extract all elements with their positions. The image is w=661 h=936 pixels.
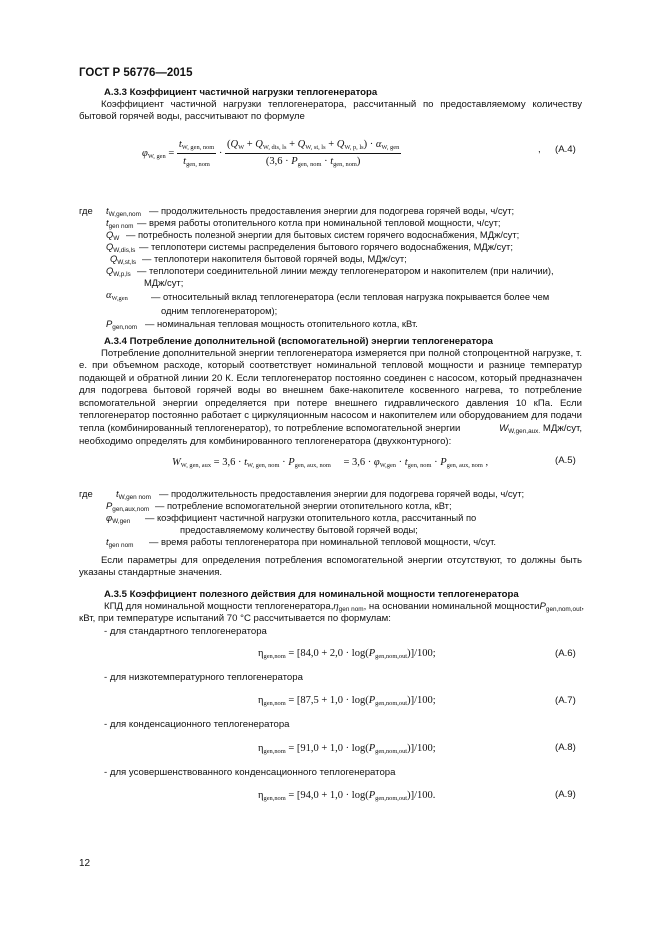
section-a34-note: Если параметры для определения потребления вспомогательной энергии отсутствуют, то должны быть указаны стандартные значения. bbox=[79, 555, 582, 579]
page-number: 12 bbox=[79, 858, 91, 869]
def-line: — потребность полезной энергии для бытовых систем горячего водоснабжения, МДж/сут; bbox=[126, 229, 520, 240]
def-line: — номинальная тепловая мощность отопительного котла, кВт. bbox=[145, 318, 418, 329]
formula-a9: $\eta_{gen,nom} = [94,0 + 1,0 \cdot \log(P_{gen,nom,out})]/100$. bbox=[258, 790, 436, 802]
def-line: предоставляемому количеству бытовой горячей воды; bbox=[180, 524, 418, 535]
def-line: — время работы теплогенератора при номинальной тепловой мощности, ч/сут. bbox=[149, 536, 496, 547]
document-header: ГОСТ Р 56776—2015 bbox=[79, 67, 193, 79]
formula-a5: $W_{W, gen, aux} = 3,6 \cdot t_{W, gen, nom} \cdot P_{gen, aux, nom} = 3,6 \cdot \varphi_{W,gen} \cdot t_{gen, nom} \cdot P_{gen, aux, nom}$ , bbox=[172, 457, 489, 469]
formula-a8-label: - для конденсационного теплогенератора bbox=[104, 719, 290, 730]
def-line: — потребление вспомогательной энергии отопительного котла, кВт; bbox=[155, 500, 452, 511]
where-label: где bbox=[79, 205, 93, 216]
equation-number-a9: (А.9) bbox=[555, 789, 576, 800]
equation-number-a6: (А.6) bbox=[555, 648, 576, 659]
def-line: — коэффициент частичной нагрузки отопительного котла, рассчитанный по bbox=[145, 512, 477, 523]
formula-a6-label: - для стандартного теплогенератора bbox=[104, 626, 267, 637]
def-line: — теплопотери соединительной линии между теплогенератором и накопителем (при наличии), bbox=[137, 265, 554, 276]
formula-a6: $\eta_{gen,nom} = [84,0 + 2,0 \cdot \log(P_{gen,nom,out})]/100$; bbox=[258, 648, 436, 660]
section-heading-a33: А.3.3 Коэффициент частичной нагрузки теплогенератора bbox=[104, 87, 378, 98]
def-line: — теплопотери накопителя бытовой горячей воды, МДж/сут; bbox=[142, 253, 407, 264]
def-line: — продолжительность предоставления энергии для подогрева горячей воды, ч/сут; bbox=[149, 205, 515, 216]
equation-number-a4: (А.4) bbox=[555, 144, 576, 155]
formula-a7: $\eta_{gen,nom} = [87,5 + 1,0 \cdot \log(P_{gen,nom,out})]/100$; bbox=[258, 695, 436, 707]
formula-a8: $\eta_{gen,nom} = [91,0 + 1,0 \cdot \log(P_{gen,nom,out})]/100$; bbox=[258, 743, 436, 755]
equation-number-a5: (А.5) bbox=[555, 455, 576, 466]
formula-a7-label: - для низкотемпературного теплогенератора bbox=[104, 672, 303, 683]
section-heading-a35: А.3.5 Коэффициент полезного действия для номинальной мощности теплогенератора bbox=[104, 589, 519, 600]
def-line: — относительный вклад теплогенератора (если тепловая нагрузка покрывается более чем bbox=[151, 291, 550, 302]
formula-a4: $\varphi_{W, gen}$ = $\frac{t_{W, gen, nom}}{t_{gen, nom}}$ · $\frac{(Q_W + Q_{W, dis, ls} + Q_{W, st, ls} + Q_{W, p, ls}) \cdot \alpha_{W, gen}}{(3,6 \cdot P_{gen, nom} \cdot t_{gen, nom})}$ bbox=[142, 139, 400, 169]
formula-a9-label: - для усовершенствованного конденсационного теплогенератора bbox=[104, 767, 396, 778]
formula-a4-frac2: $\frac{(Q_W + Q_{W, dis, ls} + Q_{W, st, ls} + Q_{W, p, ls}) \cdot \alpha_{W, gen}}{(3,6 \cdot P_{gen, nom} \cdot t_{gen, nom})}$ bbox=[226, 139, 400, 169]
def-line: одним теплогенератором); bbox=[161, 305, 278, 316]
formula-a4-comma: , bbox=[538, 144, 541, 155]
equation-number-a7: (А.7) bbox=[555, 695, 576, 706]
section-a33-intro: Коэффициент частичной нагрузки теплогенератора, рассчитанный по предоставляемому количеству бытовой горячей воды, рассчитывают по формуле bbox=[79, 99, 582, 123]
definitions-a4: где $t_{W,gen,nom}$ — продолжительность предоставления энергии для подогрева горячей воды, ч/сут; $t_{gen nom}$ — время работы отопительного котла при номинальной тепловой мощности, ч/сут; $Q_W$ — потребность полезной энергии для бытовых систем горячего водоснабжения, МДж/сут; $Q_{W,dis,ls}$ — теплопотери системы распределения бытового горячего водоснабжения, МДж/сут; $Q_{W,st,ls}$ — теплопотери накопителя бытовой горячей воды, МДж/сут; $Q_{W,p,ls}$ — теплопотери соединительной линии между теплогенератором и накопителем (при наличии), МДж/сут; $\alpha_{W,gen}$ — относительный вклад теплогенератора (если тепловая нагрузка покрывается более чем одним теплогенератором); $P_{gen,nom}$ — номинальная тепловая мощность отопительного котла, кВт. bbox=[79, 205, 554, 331]
def-line: — теплопотери системы распределения бытового горячего водоснабжения, МДж/сут; bbox=[139, 241, 513, 252]
section-a34-paragraph: Потребление дополнительной энергии теплогенератора измеряется при полной стопроцентной нагрузке, т. е. при объемном расходе, который соответствует номинальной тепловой мощности и разнице температур подающей и обратной линии 20 К. Если теплогенератор постоянно соединен с насосом, который предназначен для подогрева бытовой горячей воды во внешнем баке-накопителе косвенного нагрева, то потребление вспомогательной энергии определяется при потере внешнего гидравлического давления 10 кПа. Если теплогенератор постоянно работает с циркуляционным насосом и накопителем или оборудованием для подачи тепла (комбинированный теплогенератор), то потребление вспомогательной энергии $W_{W,gen,aux.}$ МДж/сут, необходимо определять для комбинированного теплогенератора (двухконтурного): bbox=[79, 348, 582, 448]
definitions-a5: где $t_{W,gen nom}$ — продолжительность предоставления энергии для подогрева горячей воды, ч/сут; $P_{gen,aux,nom}$ — потребление вспомогательной энергии отопительного котла, кВт; $\varphi_{W,gen}$ — коэффициент частичной нагрузки отопительного котла, рассчитанный по предоставляемому количеству бытовой горячей воды; $t_{gen nom}$ — время работы теплогенератора при номинальной тепловой мощности, ч/сут. bbox=[79, 488, 525, 549]
def-line: — продолжительность предоставления энергии для подогрева горячей воды, ч/сут; bbox=[159, 488, 525, 499]
equation-number-a8: (А.8) bbox=[555, 742, 576, 753]
formula-a4-frac1: $\frac{t_{W, gen, nom}}{t_{gen, nom}}$ bbox=[178, 139, 215, 169]
def-line: — время работы отопительного котла при номинальной тепловой мощности, ч/сут; bbox=[137, 217, 501, 228]
section-a35-intro-line1: КПД для номинальной мощности теплогенератора, $\eta_{gen nom}$ , на основании номинальной мощности $P_{gen,nom,out}$, bbox=[104, 601, 585, 613]
section-heading-a34: А.3.4 Потребление дополнительной (вспомогательной) энергии теплогенератора bbox=[104, 336, 493, 347]
def-line: МДж/сут; bbox=[144, 277, 184, 288]
where-label: где bbox=[79, 488, 93, 499]
section-a35-intro-line2: кВт, при температуре испытаний 70 °С рассчитывается по формулам: bbox=[79, 613, 391, 624]
